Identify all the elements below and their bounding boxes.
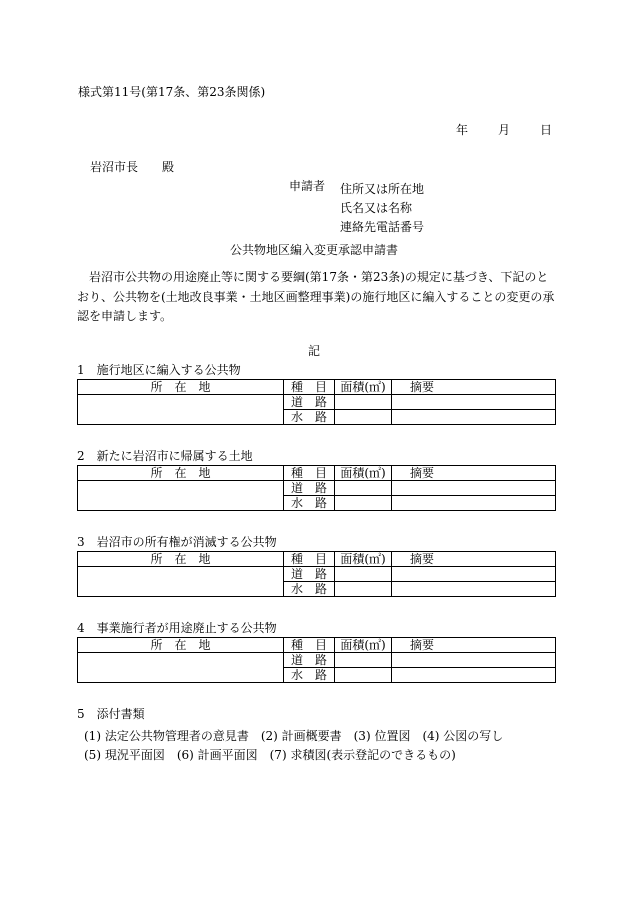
header-area: 面積(㎡)	[335, 466, 392, 481]
header-category: 種 目	[284, 466, 335, 481]
section-1-table	[77, 379, 556, 425]
date-line	[456, 124, 552, 136]
header-remarks: 摘要	[392, 552, 556, 567]
location-cell[interactable]	[78, 653, 284, 683]
header-area: 面積(㎡)	[335, 552, 392, 567]
header-location: 所 在 地	[78, 466, 284, 481]
attachments-title: 5 添付書類	[77, 707, 145, 721]
applicant-label: 申請者	[289, 179, 326, 193]
remarks-cell[interactable]	[392, 395, 556, 410]
header-location: 所 在 地	[78, 638, 284, 653]
section-2-table	[77, 465, 556, 511]
area-cell[interactable]	[335, 395, 392, 410]
row-type-road: 道 路	[284, 567, 335, 582]
remarks-cell[interactable]	[392, 582, 556, 597]
area-cell[interactable]	[335, 410, 392, 425]
document-title: 公共物地区編入変更承認申請書	[230, 243, 399, 257]
applicant-address-label: 住所又は所在地	[340, 182, 425, 196]
ki-heading: 記	[308, 344, 321, 358]
remarks-cell[interactable]	[392, 668, 556, 683]
remarks-cell[interactable]	[392, 496, 556, 511]
section-1-title: 1 施行地区に編入する公共物	[77, 363, 241, 377]
header-remarks: 摘要	[392, 638, 556, 653]
header-category: 種 目	[284, 638, 335, 653]
area-cell[interactable]	[335, 496, 392, 511]
row-type-road: 道 路	[284, 481, 335, 496]
applicant-fields	[340, 180, 424, 237]
area-cell[interactable]	[335, 653, 392, 668]
remarks-cell[interactable]	[392, 481, 556, 496]
row-type-road: 道 路	[284, 653, 335, 668]
applicant-phone-label: 連絡先電話番号	[340, 220, 425, 234]
date-month-label: 月	[498, 123, 511, 137]
header-category: 種 目	[284, 380, 335, 395]
attachments-line-2: (5) 現況平面図 (6) 計画平面図 (7) 求積図(表示登記のできるもの)	[84, 748, 456, 762]
section-4-table	[77, 637, 556, 683]
location-cell[interactable]	[78, 395, 284, 425]
header-category: 種 目	[284, 552, 335, 567]
body-paragraph	[77, 268, 557, 327]
row-type-waterway: 水 路	[284, 668, 335, 683]
section-4-title: 4 事業施行者が用途廃止する公共物	[77, 621, 277, 635]
remarks-cell[interactable]	[392, 410, 556, 425]
body-text: 岩沼市公共物の用途廃止等に関する要綱(第17条・第23条)の規定に基づき、下記のとおり、公共物を(土地改良事業・土地区画整理事業)の施行地区に編入することの変更の承認を申請します。	[77, 270, 555, 323]
header-remarks: 摘要	[392, 466, 556, 481]
section-3-title: 3 岩沼市の所有権が消滅する公共物	[77, 535, 277, 549]
section-2-title: 2 新たに岩沼市に帰属する土地	[77, 449, 253, 463]
row-type-road: 道 路	[284, 395, 335, 410]
form-number: 様式第11号(第17条、第23条関係)	[78, 85, 266, 99]
header-remarks: 摘要	[392, 380, 556, 395]
header-location: 所 在 地	[78, 380, 284, 395]
row-type-waterway: 水 路	[284, 410, 335, 425]
area-cell[interactable]	[335, 668, 392, 683]
applicant-name-label: 氏名又は名称	[340, 201, 413, 215]
row-type-waterway: 水 路	[284, 496, 335, 511]
location-cell[interactable]	[78, 567, 284, 597]
remarks-cell[interactable]	[392, 653, 556, 668]
header-area: 面積(㎡)	[335, 638, 392, 653]
section-3-table	[77, 551, 556, 597]
area-cell[interactable]	[335, 481, 392, 496]
attachments-list	[84, 727, 503, 765]
remarks-cell[interactable]	[392, 567, 556, 582]
header-location: 所 在 地	[78, 552, 284, 567]
area-cell[interactable]	[335, 582, 392, 597]
date-day-label: 日	[540, 123, 553, 137]
location-cell[interactable]	[78, 481, 284, 511]
header-area: 面積(㎡)	[335, 380, 392, 395]
attachments-line-1: (1) 法定公共物管理者の意見書 (2) 計画概要書 (3) 位置図 (4) 公図の写し	[84, 729, 504, 743]
area-cell[interactable]	[335, 567, 392, 582]
row-type-waterway: 水 路	[284, 582, 335, 597]
addressee: 岩沼市長 殿	[90, 160, 175, 174]
date-year-label: 年	[456, 123, 469, 137]
